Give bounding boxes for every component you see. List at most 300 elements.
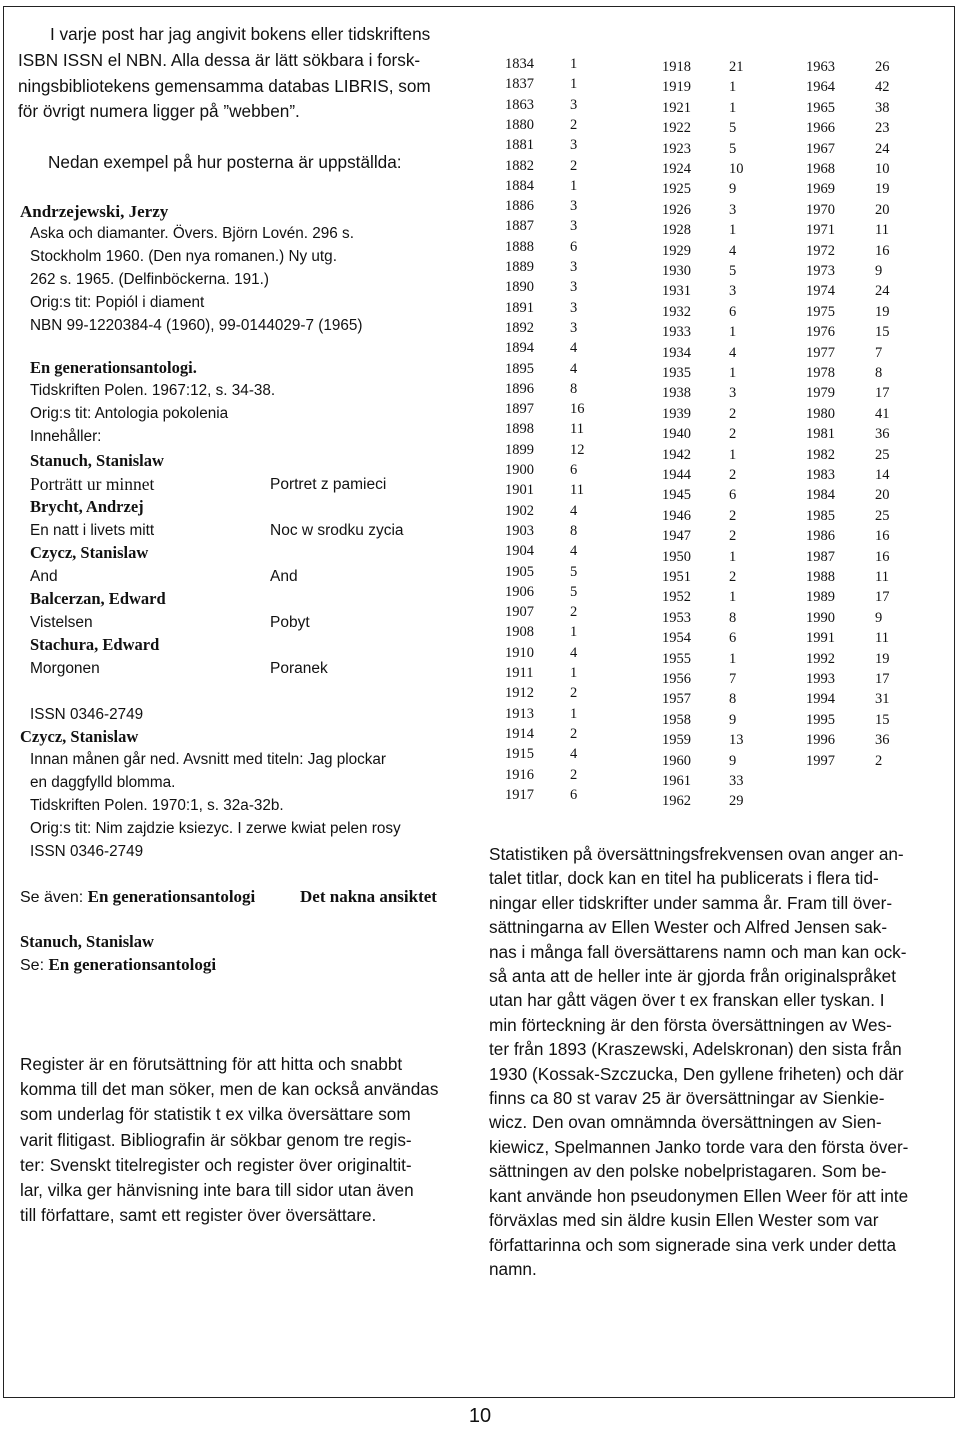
stats-year: 1932	[662, 303, 691, 320]
stats-year: 1990	[806, 609, 835, 626]
entry-line: Tidskriften Polen. 1970:1, s. 32a-32b.	[30, 797, 284, 814]
stats-year: 1977	[806, 344, 835, 361]
stats-count: 5	[570, 563, 578, 580]
stats-year: 1923	[662, 140, 691, 157]
stats-count: 3	[570, 279, 578, 296]
intro-example-heading: Nedan exempel på hur posterna är uppställda:	[48, 152, 402, 172]
stats-year: 1989	[806, 589, 835, 606]
stats-year: 1966	[806, 120, 835, 137]
stats-year: 1834	[505, 56, 534, 72]
stats-count: 6	[570, 462, 578, 478]
stats-count: 9	[875, 263, 883, 279]
stats-year: 1934	[662, 344, 691, 361]
stats-count: 1	[570, 665, 578, 681]
stats-count: 5	[729, 263, 737, 279]
stat-line: 1930 (Kossak-Szczucka, Den gyllene friheten) och där	[489, 1063, 904, 1084]
stats-count: 2	[570, 604, 578, 621]
stats-year: 1945	[662, 487, 691, 504]
stats-count: 23	[875, 120, 890, 137]
stat-line: kiewicz, Spelmannen Janko torde vara den första över-	[489, 1136, 909, 1157]
stats-count: 24	[875, 283, 890, 300]
stats-count: 11	[875, 569, 889, 585]
stats-year: 1958	[662, 711, 691, 728]
stats-count: 13	[729, 732, 744, 749]
stats-year: 1971	[806, 222, 835, 239]
stats-count: 3	[729, 283, 737, 300]
stats-count: 25	[875, 507, 890, 524]
stats-count: 41	[875, 405, 890, 422]
stats-count: 9	[729, 711, 737, 728]
stats-count: 2	[570, 116, 578, 133]
stats-count: 5	[570, 583, 578, 600]
contents-item	[30, 541, 298, 585]
entry-line: Orig:s tit: Popiól i diament	[30, 294, 205, 311]
stats-count: 19	[875, 650, 890, 667]
stats-count: 1	[729, 589, 737, 606]
register-paragraph	[20, 1052, 465, 1228]
stats-year: 1911	[505, 665, 534, 681]
stats-year: 1939	[662, 405, 691, 422]
register-line: som underlag för statistik t ex vilka översättare som	[20, 1104, 411, 1125]
stats-count: 2	[570, 766, 578, 783]
stats-year: 1968	[806, 161, 835, 177]
stats-year: 1890	[505, 279, 534, 296]
stats-count: 3	[570, 137, 578, 154]
stats-year: 1891	[505, 299, 534, 316]
stats-count: 4	[570, 644, 578, 661]
stats-year: 1995	[806, 711, 835, 728]
see-ref[interactable]: En generationsantologi	[48, 955, 217, 974]
entry-line: Aska och diamanter. Övers. Björn Lovén. 296 s.	[30, 225, 354, 242]
stat-line: min förteckning är den första översättningen av Wes-	[489, 1014, 892, 1035]
register-line: Register är en förutsättning för att hitta och snabbt	[20, 1054, 403, 1074]
stats-year: 1969	[806, 181, 835, 198]
stats-count: 8	[729, 609, 737, 626]
stats-count: 6	[729, 630, 737, 647]
stats-count: 29	[729, 793, 744, 810]
stats-count: 1	[729, 222, 737, 239]
entry-line: Stockholm 1960. (Den nya romanen.) Ny utg.	[30, 248, 337, 265]
stats-count: 1	[570, 76, 578, 93]
stats-year: 1899	[505, 441, 534, 458]
stats-year: 1959	[662, 732, 691, 749]
statistics-paragraph	[489, 842, 934, 1281]
stats-year: 1976	[806, 324, 835, 341]
stats-year: 1963	[806, 59, 835, 75]
stats-year: 1960	[662, 752, 691, 769]
stats-year: 1984	[806, 487, 835, 504]
stats-count: 19	[875, 303, 890, 320]
entry-details	[30, 379, 275, 448]
stats-year: 1906	[505, 583, 534, 600]
intro-line: ISBN ISSN el NBN. Alla dessa är lätt sökbara i forsk-	[18, 49, 421, 70]
stats-year: 1974	[806, 283, 835, 300]
stat-line: wicz. Den ovan omnämnda översättningen av Sien-	[489, 1112, 882, 1133]
stats-count: 8	[570, 522, 578, 539]
stats-year: 1986	[806, 528, 835, 545]
stats-count: 19	[875, 181, 890, 198]
stat-line: ningar eller tidskrifter under samma år. Fram till över-	[489, 892, 893, 913]
stats-count: 36	[875, 426, 890, 443]
stats-count: 11	[570, 421, 584, 438]
stats-count: 1	[570, 624, 578, 641]
stats-count: 21	[729, 59, 744, 75]
stats-year: 1918	[662, 59, 691, 75]
page-number: 10	[468, 1405, 492, 1427]
stats-count: 2	[570, 157, 578, 174]
stats-year: 1940	[662, 426, 691, 443]
contents-swedish-title: And	[30, 568, 58, 585]
entry-details	[30, 222, 363, 337]
stats-year: 1912	[505, 685, 534, 702]
stats-year: 1921	[662, 99, 691, 116]
register-line: ter: Svenskt titelregister och register över originaltit-	[20, 1154, 412, 1175]
stats-year: 1881	[505, 137, 534, 154]
contents-swedish-title: Vistelsen	[30, 614, 93, 631]
stats-year: 1992	[806, 650, 835, 667]
stats-count: 1	[729, 650, 737, 667]
stats-year: 1886	[505, 198, 534, 215]
entry-line: ISSN 0346-2749	[30, 843, 144, 860]
intro-line: ningsbibliotekens gemensamma databas LIBRIS, som	[18, 75, 431, 96]
stat-line: författarinna och som signerade sina verk under detta	[489, 1234, 897, 1255]
contents-swedish-title: En natt i livets mitt	[30, 522, 155, 539]
stats-year: 1967	[806, 140, 835, 157]
stats-count: 9	[875, 609, 883, 626]
contents-author: Stanuch, Stanislaw	[30, 451, 164, 470]
stats-year: 1889	[505, 259, 534, 275]
stats-year: 1896	[505, 380, 534, 397]
stats-count: 2	[570, 725, 578, 742]
see-also-prefix: Se även:	[20, 889, 88, 906]
stats-year: 1863	[505, 96, 534, 113]
stats-count: 31	[875, 691, 890, 708]
stats-count: 6	[729, 303, 737, 320]
stats-year: 1991	[806, 630, 835, 647]
stats-year: 1953	[662, 609, 691, 626]
entry-details	[30, 748, 401, 863]
stats-count: 4	[570, 746, 578, 763]
stats-count: 38	[875, 99, 890, 116]
entry-title: En generationsantologi.	[30, 358, 197, 377]
stats-year: 1882	[505, 157, 534, 174]
see-reference	[20, 953, 216, 978]
contents-original-title: Pobyt	[270, 614, 310, 631]
stats-year: 1961	[662, 773, 691, 789]
stats-count: 2	[729, 467, 737, 483]
entry-line: Orig:s tit: Antologia pokolenia	[30, 405, 229, 422]
stats-count: 15	[875, 324, 890, 341]
stats-count: 11	[875, 630, 889, 647]
stats-count: 14	[875, 467, 890, 483]
entry-author: Czycz, Stanislaw	[20, 727, 139, 746]
stats-year: 1979	[806, 385, 835, 402]
see-prefix: Se:	[20, 957, 49, 974]
entry-line: Innehåller:	[30, 428, 102, 445]
stats-count: 2	[729, 528, 737, 545]
stats-year: 1996	[806, 732, 835, 749]
contents-item	[30, 587, 310, 631]
stats-count: 1	[729, 79, 737, 96]
stat-line: så anta att de heller inte är gjorda från originalspråket	[489, 966, 897, 987]
stats-year: 1987	[806, 548, 835, 565]
stats-count: 25	[875, 446, 890, 463]
stats-count: 6	[729, 487, 737, 504]
stats-count: 3	[570, 218, 578, 235]
register-line: varit flitigast. Bibliografin är sökbar genom tre regis-	[20, 1129, 412, 1150]
stats-count: 3	[570, 319, 578, 336]
stats-year: 1982	[806, 446, 835, 463]
stats-year: 1907	[505, 604, 534, 621]
stats-count: 26	[875, 59, 890, 75]
stat-line: namn.	[489, 1258, 537, 1279]
stats-count: 1	[570, 705, 578, 722]
stats-count: 2	[729, 507, 737, 524]
stats-count: 3	[570, 96, 578, 113]
register-line: lar, vilka ger hänvisning inte bara till sidor utan även	[20, 1180, 414, 1201]
stats-year: 1981	[806, 426, 835, 443]
stats-year: 1972	[806, 242, 835, 259]
stats-count: 16	[875, 528, 890, 545]
stats-count: 3	[570, 299, 578, 316]
contents-original-title: Portret z pamieci	[270, 476, 387, 493]
stat-line: förväxlas med sin äldre kusin Ellen Wester som var	[489, 1210, 879, 1231]
contents-original-title: Poranek	[270, 660, 328, 677]
contents-author: Balcerzan, Edward	[30, 589, 166, 608]
entry-line: Innan månen går ned. Avsnitt med titeln: Jag plockar	[30, 751, 387, 768]
stats-count: 5	[729, 120, 737, 137]
entry-line: en daggfylld blomma.	[30, 774, 176, 791]
stats-count: 17	[875, 671, 890, 687]
stats-year: 1973	[806, 263, 835, 279]
stats-year: 1926	[662, 201, 691, 218]
stats-count: 16	[875, 242, 890, 259]
stat-line: finns ca 80 st varav 25 är översättningar av Sienkie-	[489, 1088, 885, 1109]
stats-count: 4	[570, 502, 578, 519]
register-line: komma till det man söker, men de kan också användas	[20, 1079, 439, 1100]
stats-count: 1	[729, 365, 737, 381]
stats-count: 15	[875, 711, 890, 728]
stat-line: nas i många fall översättarens namn och man kan ock-	[489, 941, 907, 962]
stats-year: 1957	[662, 691, 691, 708]
stats-year: 1894	[505, 340, 534, 357]
stats-year: 1975	[806, 303, 835, 320]
stats-year: 1929	[662, 242, 691, 259]
see-also	[20, 885, 255, 910]
stats-count: 5	[729, 140, 737, 157]
stats-year: 1931	[662, 283, 691, 300]
stats-year: 1964	[806, 79, 835, 96]
stats-year: 1997	[806, 752, 835, 769]
stats-count: 36	[875, 732, 890, 749]
stats-count: 16	[570, 401, 585, 418]
stat-line: kant använde hon pseudonymen Ellen Weer för att inte	[489, 1185, 909, 1206]
stats-year: 1910	[505, 644, 534, 661]
stats-year: 1985	[806, 507, 835, 524]
stats-year: 1904	[505, 543, 534, 560]
stats-year: 1978	[806, 365, 835, 381]
stats-count: 1	[729, 446, 737, 463]
stats-count: 20	[875, 487, 890, 504]
stats-count: 17	[875, 385, 890, 402]
stats-count: 33	[729, 773, 744, 789]
stats-year: 1895	[505, 360, 534, 377]
stats-year: 1956	[662, 671, 691, 687]
stats-count: 17	[875, 589, 890, 606]
stats-count: 1	[729, 324, 737, 341]
stats-count: 4	[729, 242, 737, 259]
stats-year: 1922	[662, 120, 691, 137]
stats-year: 1930	[662, 263, 691, 279]
stats-count: 16	[875, 548, 890, 565]
stats-count: 6	[570, 238, 578, 255]
stats-year: 1900	[505, 462, 534, 478]
stats-year: 1898	[505, 421, 534, 438]
stats-year: 1962	[662, 793, 691, 810]
stats-count: 20	[875, 201, 890, 218]
contents-item	[30, 495, 404, 539]
stats-year: 1951	[662, 569, 691, 585]
contents-author: Brycht, Andrzej	[30, 497, 144, 516]
stats-count: 7	[875, 344, 883, 361]
stats-count: 2	[875, 752, 883, 769]
entry-line: 262 s. 1965. (Delfinböckerna. 191.)	[30, 271, 269, 288]
stats-count: 42	[875, 79, 890, 96]
stats-year: 1994	[806, 691, 835, 708]
stats-year: 1947	[662, 528, 691, 545]
stats-year: 1933	[662, 324, 691, 341]
stats-year: 1924	[662, 161, 691, 177]
stat-line: sättningarna av Ellen Wester och Alfred Jensen sak-	[489, 917, 888, 938]
stats-year: 1837	[505, 76, 534, 93]
stats-year: 1905	[505, 563, 534, 580]
stat-line: Statistiken på översättningsfrekvensen ovan anger an-	[489, 844, 904, 864]
stat-line: talet titlar, dock kan en titel ha publicerats i flera tid-	[489, 868, 879, 889]
stats-count: 10	[729, 161, 744, 177]
stats-count: 3	[729, 201, 737, 218]
stats-count: 9	[729, 181, 737, 198]
stats-count: 24	[875, 140, 890, 157]
stats-count: 1	[729, 99, 737, 116]
stats-year: 1946	[662, 507, 691, 524]
stats-year: 1925	[662, 181, 691, 198]
stats-year: 1993	[806, 671, 835, 687]
contents-item	[30, 633, 328, 677]
stats-count: 1	[570, 56, 578, 72]
entry-author: Andrzejewski, Jerzy	[20, 202, 169, 221]
stats-year: 1913	[505, 705, 534, 722]
stats-year: 1897	[505, 401, 534, 418]
stats-year: 1915	[505, 746, 534, 763]
stats-count: 1	[729, 548, 737, 565]
stats-year: 1935	[662, 365, 691, 381]
contents-swedish-title: Morgonen	[30, 660, 100, 677]
stats-year: 1980	[806, 405, 835, 422]
stat-line: sättningen av den polske nobelpristagaren. Som be-	[489, 1161, 887, 1182]
stats-year: 1928	[662, 222, 691, 239]
stats-count: 8	[570, 380, 578, 397]
stats-year: 1938	[662, 385, 691, 402]
stats-year: 1965	[806, 99, 835, 116]
stats-count: 10	[875, 161, 890, 177]
see-also-ref[interactable]: En generationsantologi	[87, 887, 256, 906]
stats-year: 1988	[806, 569, 835, 585]
stats-year: 1892	[505, 319, 534, 336]
contents-author: Czycz, Stanislaw	[30, 543, 149, 562]
register-line: till författare, samt ett register över översättare.	[20, 1205, 377, 1226]
stats-year: 1884	[505, 177, 534, 194]
stats-year: 1942	[662, 446, 691, 463]
stat-line: utan har gått vägen över t ex franskan eller tyskan. I	[489, 990, 885, 1011]
stats-year: 1880	[505, 116, 534, 133]
intro-line: I varje post har jag angivit bokens eller tidskriftens	[50, 24, 431, 44]
stats-count: 2	[570, 685, 578, 702]
stats-count: 12	[570, 441, 585, 458]
stats-year: 1901	[505, 482, 534, 499]
stats-count: 6	[570, 786, 578, 803]
stats-count: 9	[729, 752, 737, 769]
stats-count: 7	[729, 671, 737, 687]
contents-author: Stachura, Edward	[30, 635, 160, 654]
stats-year: 1902	[505, 502, 534, 519]
stats-count: 4	[570, 543, 578, 560]
stats-year: 1970	[806, 201, 835, 218]
stats-year: 1952	[662, 589, 691, 606]
stats-year: 1914	[505, 725, 534, 742]
stats-count: 11	[875, 222, 889, 239]
stats-year: 1908	[505, 624, 534, 641]
stats-count: 4	[570, 360, 578, 377]
contents-original-title: Noc w srodku zycia	[270, 522, 404, 539]
stats-year: 1983	[806, 467, 835, 483]
contents-swedish-title: Porträtt ur minnet	[30, 474, 155, 494]
stats-count: 2	[729, 405, 737, 422]
entry-issn: ISSN 0346-2749	[30, 706, 144, 723]
entry-line: Tidskriften Polen. 1967:12, s. 34-38.	[30, 382, 276, 399]
stats-year: 1887	[505, 218, 534, 235]
intro-paragraph	[18, 22, 470, 125]
stats-year: 1919	[662, 79, 691, 96]
stats-count: 3	[729, 385, 737, 402]
entry-line: Orig:s tit: Nim zajdzie ksiezyc. I zerwe kwiat pelen rosy	[30, 820, 401, 837]
entry-author: Stanuch, Stanislaw	[20, 932, 154, 951]
stats-count: 8	[729, 691, 737, 708]
intro-line: för övrigt numera ligger på ”webben”.	[18, 101, 300, 122]
stats-year: 1916	[505, 766, 534, 783]
contents-original-title: And	[270, 568, 298, 585]
stats-count: 11	[570, 482, 584, 499]
stats-count: 1	[570, 177, 578, 194]
see-also-ref[interactable]: Det nakna ansiktet	[300, 887, 437, 906]
stat-line: ter från 1893 (Kraszewski, Adelskronan) den sista från	[489, 1039, 902, 1060]
contents-item	[30, 449, 387, 494]
stats-year: 1950	[662, 548, 691, 565]
stats-count: 8	[875, 365, 883, 381]
stats-count: 4	[729, 344, 737, 361]
stats-year: 1944	[662, 467, 691, 483]
stats-year: 1917	[505, 786, 534, 803]
entry-line: NBN 99-1220384-4 (1960), 99-0144029-7 (1965)	[30, 317, 363, 334]
stats-count: 3	[570, 259, 578, 275]
stats-count: 3	[570, 198, 578, 215]
stats-year: 1954	[662, 630, 691, 647]
stats-count: 4	[570, 340, 578, 357]
stats-count: 2	[729, 569, 737, 585]
stats-year: 1955	[662, 650, 691, 667]
stats-count: 2	[729, 426, 737, 443]
stats-year: 1888	[505, 238, 534, 255]
stats-year: 1903	[505, 522, 534, 539]
